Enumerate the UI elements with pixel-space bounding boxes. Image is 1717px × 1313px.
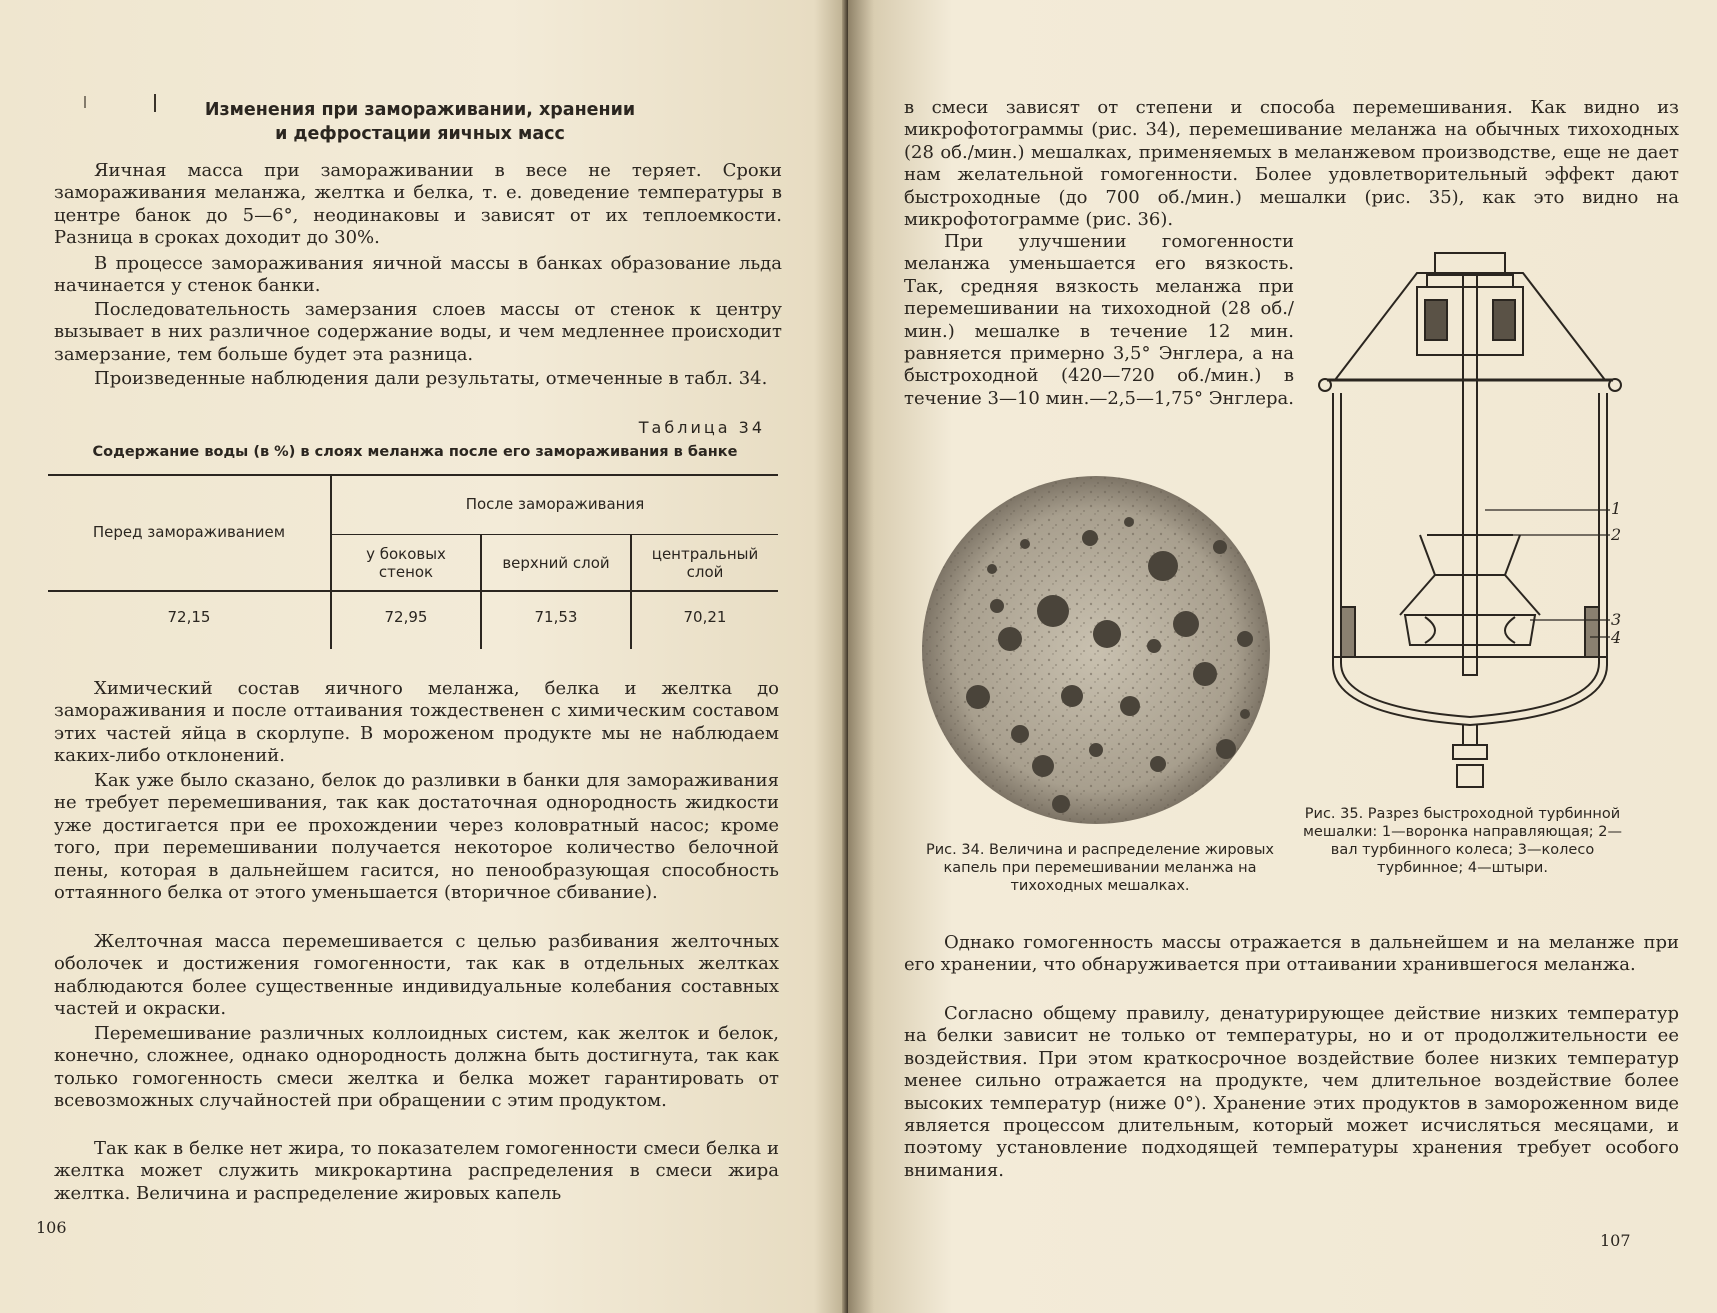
callout-label: 1 (1611, 499, 1622, 518)
paragraph: Перемешивание различных коллоидных систем, как желток и белок, конечно, сложнее, однако однородность должна быть достигнута, так как только гомогенность смеси желтка и белка может гарантировать от всевозможных случайностей при обращении с этим продуктом. (54, 1023, 779, 1112)
header-before-freezing: Перед замораживанием (92, 523, 286, 541)
paragraph: В процессе замораживания яичной массы в банках образование льда начинается у стенок банки. (54, 253, 782, 297)
paragraph: Химический состав яичного меланжа, белка и желтка до замораживания и после оттаивания тождественен с химическим составом этих частей яйца в скорлупе. В мороженом продукте мы не наблюдаем каких-либо отклонений. (54, 678, 779, 767)
left-page (0, 0, 848, 1313)
callout-label: 3 (1611, 610, 1622, 629)
page-number: 107 (1600, 1231, 1631, 1250)
paragraph: Последовательность замерзания слоев массы от стенок к центру вызывает в них различное содержание воды, и чем медленнее происходит замерзание, тем больше будет эта разница. (54, 299, 782, 365)
figure-34-caption: Рис. 34. Величина и распределение жировых капель при перемешивании меланжа на тихоходных мешалках. (926, 842, 1274, 894)
heading-line-2: и дефростации яичных масс (275, 124, 565, 144)
mixer-drive-housing (1435, 253, 1505, 275)
paragraph: Однако гомогенность массы отражается в дальнейшем и на меланже при его хранении, что обнаруживается при оттаивании хранившегося меланжа. (904, 932, 1679, 976)
guide-funnel (1420, 535, 1520, 575)
callout-label: 4 (1611, 628, 1622, 647)
heading-line-1: Изменения при замораживании, хранении (204, 100, 636, 120)
table-cell: 71,53 (534, 608, 578, 626)
paragraph: Яичная масса при замораживании в весе не теряет. Сроки замораживания меланжа, желтка и белка, т. е. доведение температуры в центре банок до 5—6°, неодинаковы и зависят от их теплоемкости. Разница в сроках доходит до 30%. (54, 160, 782, 249)
data-table (48, 474, 778, 649)
figure-35-caption: Рис. 35. Разрез быстроходной турбинной мешалки: 1—воронка направляющая; 2—вал турбинного колеса; 3—колесо турбинное; 4—штыри. (1302, 806, 1623, 876)
paragraph: Произведенные наблюдения дали результаты, отмеченные в табл. 34. (94, 368, 768, 389)
margin-mark (84, 96, 86, 108)
subheader-central-layer: центральный слой (651, 544, 759, 581)
micrograph-figure (920, 474, 1272, 826)
table-title: Содержание воды (в %) в слоях меланжа после его замораживания в банке (92, 444, 738, 460)
section-heading (140, 98, 700, 146)
paragraph: Согласно общему правилу, денатурирующее действие низких температур на белки зависит не только от температуры, но и от продолжительности ее воздействия. При этом краткосрочное воздействие более низких температур менее сильно отражается на продукте, чем длительное воздействие более высоких температур (ниже 0°). Хранение этих продуктов в замороженном виде является процессом длительным, который может исчисляться месяцами, и поэтому установление подходящей температуры хранения требует особого внимания. (904, 1003, 1679, 1181)
callout-label: 2 (1611, 525, 1622, 544)
paragraph: в смеси зависят от степени и способа перемешивания. Как видно из микрофотограммы (рис. 34), перемешивание меланжа на обычных тихоходных (28 об./мин.) мешалках, применяемых в меланжевом производстве, еще не дает нам желательной гомогенности. Более удовлетворительный эффект дают быстроходные (до 700 об./мин.) мешалки (рис. 35), как это видно на микрофотограмме (рис. 36). (904, 97, 1679, 231)
paragraph: При улучшении гомогенности меланжа уменьшается его вязкость. Так, средняя вязкость меланжа при перемешивании на тихоходной (28 об./мин.) мешалке в течение 12 мин. равняется примерно 3,5° Энглера, а на быстроходной (420—720 об./мин.) в течение 3—10 мин.—2,5—1,75° Энглера. (904, 231, 1295, 409)
table-cell: 72,95 (384, 608, 428, 626)
subheader-top-layer: верхний слой (502, 553, 610, 572)
paragraph: Желточная масса перемешивается с целью разбивания желточных оболочек и достижения гомогенности, так как в отдельных желтках наблюдаются более существенные индивидуальные колебания составных частей и окраски. (54, 931, 779, 1020)
paragraph: Как уже было сказано, белок до разливки в банки для замораживания не требует перемешивания, так как достаточная однородность жидкости уже достигается при ее прохождении через коловратный насос; кроме того, при перемешивании получается некоторое количество белочной пены, которая в дальнейшем гасится, но пенообразующая способность оттаянного белка от этого уменьшается (вторичное сбивание). (54, 770, 779, 904)
subheader-side-walls: у боковых стенок (366, 544, 446, 581)
header-after-freezing: После замораживания (465, 495, 645, 513)
table-cell: 72,15 (167, 608, 211, 626)
turbine-mixer-diagram (1305, 245, 1635, 793)
turbine-wheel (1405, 615, 1535, 645)
table-label: Таблица 34 (638, 418, 765, 437)
table-cell: 70,21 (683, 608, 727, 626)
page-number: 106 (36, 1218, 67, 1237)
mixer-lid (1335, 273, 1605, 380)
paragraph: Так как в белке нет жира, то показателем гомогенности смеси белка и желтка может служить микрокартина распределения в смеси жира желтка. Величина и распределение жировых капель (54, 1138, 779, 1204)
